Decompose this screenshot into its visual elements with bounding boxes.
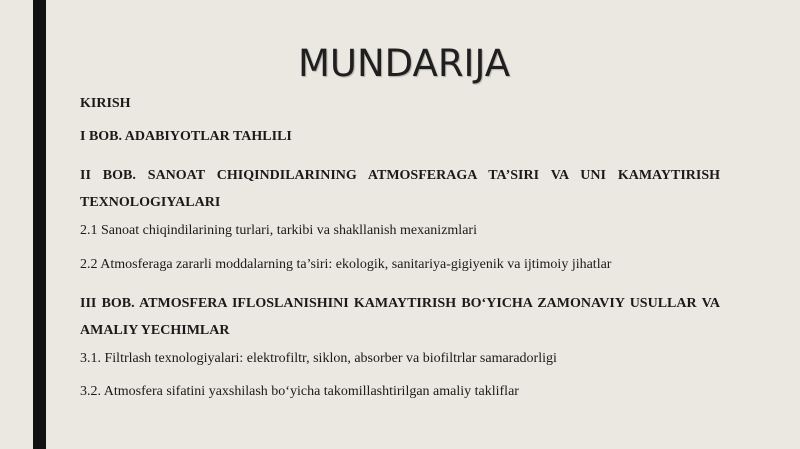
page-title: MUNDARIJA: [297, 42, 511, 85]
toc-entry-section-3-2: 3.2. Atmosfera sifatini yaxshilash bo‘yicha takomillashtirilgan amaliy takliflar: [80, 384, 519, 399]
toc-entry-kirish: KIRISH: [80, 96, 131, 111]
toc-entry-chapter-3: III BOB. ATMOSFERA IFLOSLANISHINI KAMAYTIRISH BO‘YICHA ZAMONAVIY USULLAR VA AMALIY YECHIMLAR: [80, 296, 720, 338]
toc-entry-section-2-1: 2.1 Sanoat chiqindilarining turlari, tarkibi va shakllanish mexanizmlari: [80, 223, 477, 238]
toc-entry-section-3-1: 3.1. Filtrlash texnologiyalari: elektrofiltr, siklon, absorber va biofiltrlar samaradorligi: [80, 351, 557, 366]
toc-entry-section-2-2: 2.2 Atmosferaga zararli moddalarning ta’siri: ekologik, sanitariya-gigiyenik va ijtimoiy jihatlar: [80, 257, 612, 272]
toc-entry-chapter-1: I BOB. ADABIYOTLAR TAHLILI: [80, 129, 292, 144]
toc-entry-chapter-2: II BOB. SANOAT CHIQINDILARINING ATMOSFERAGA TA’SIRI VA UNI KAMAYTIRISH TEXNOLOGIYALARI: [80, 168, 720, 210]
